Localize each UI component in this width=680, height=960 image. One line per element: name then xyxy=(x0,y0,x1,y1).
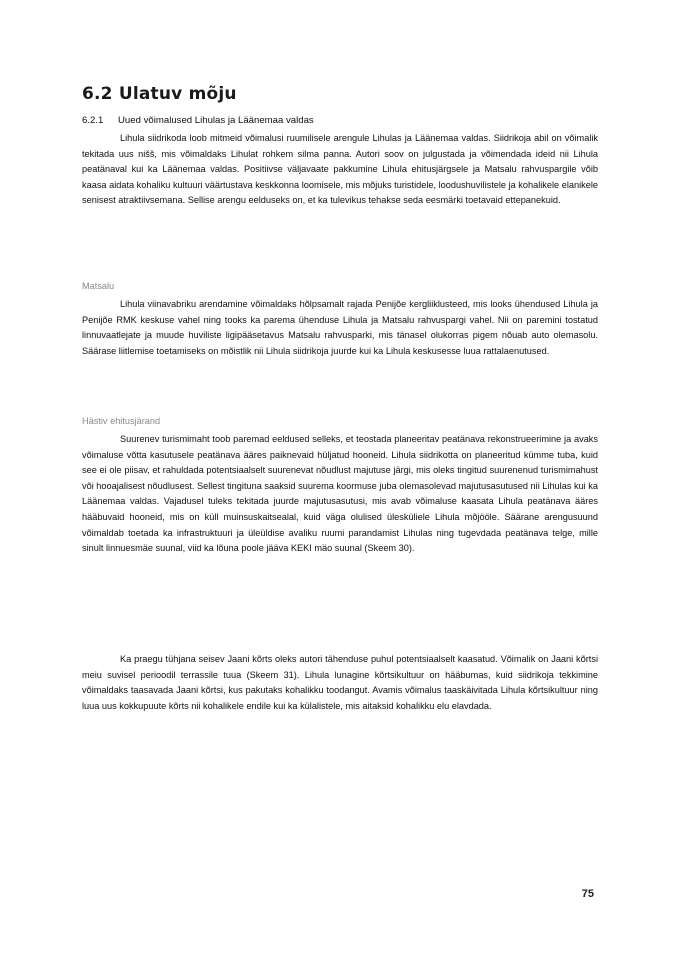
paragraph: Lihula siidrikoda loob mitmeid võimalusi ruumilisele arengule Lihulas ja Läänemaa valdas. Siidrikoja abil on võimalik tekitada uus nišš, mis võimaldaks Lihulat rohkem silma panna. Autori soov on julgustada ja võimendada ideid nii Lihula peatänaval kui ka Läänemaa valdas. Positiivse väljavaate pakkumine Lihula ehitusjärgsele ja Matsalu rahvuspargile võib kaasa aidata kohaliku kultuuri väärtustava keskkonna loomisele, mis mõjuks turistidele, loodushuvilistele ja kohalikele elanikele senisest atraktiivsemana. Sellise arengu eelduseks on, et ka tulevikus tehakse seda eesmärki toetavaid ettepanekuid. xyxy=(82,133,598,206)
paragraph: Suurenev turismimaht toob paremad eeldused selleks, et teostada planeeritav peatänava rekonstrueerimine ja avaks võimaluse võtta kasutusele peatänava ääres paiknevaid hüljatud hooneid. Lihula siidrikotta on planeeritud kümme tuba, kuid see ei ole piisav, et rahuldada potentsiaalselt suurenevat nõudlust majutuse järgi, mis oleks tingitud suurenenud turismimahust või hooajalisest nõudlusest. Sellest tingituna saaksid suurema koormuse juba olemasolevad majutusasutused nii Lihulas kui ka Läänemaa valdas. Vajadusel tuleks tekitada juurde majutusasutusi, mis avab võimaluse kaasata Lihula peatänava ääres hääbuvaid hooneid, mis on küll muinsuskaitsealal, kuid väga olulised ülesküliele Lihula mõjööle. Säärane arengusuund võimaldab toetada ka infrastruktuuri ja üleüldise avaliku ruumi parandamist Lihulas ning tugevdada peatänava telge, mille sinult linnuesmäe suunal, viid ka lõuna poole jääva KEKI mäo suunal (Skeem 30). xyxy=(82,434,598,554)
paragraph: Ka praegu tühjana seisev Jaani kõrts oleks autori tähenduse puhul potentsiaalselt kaasatud. Võimalik on Jaani kõrtsi meiu suvisel perioodil terrassile tuua (Skeem 31). Lihula lunagine kõrtsikultuur on hääbumas, kuid siidrikoja tekkimine võimaldaks taasavada Jaani kõrtsi, kus pakutaks kohalikku toodangut. Avamis võimalus taaskäivitada Lihula kõrtsikultuur ning luua uus kokkupuute kõrts nii kohalikele endile kui ka külalistele, mis aitaksid kohalikku elu elavdada. xyxy=(82,654,598,711)
subsection-title-text: Uued võimalused Lihulas ja Läänemaa valdas xyxy=(118,115,314,126)
paragraph-4-block xyxy=(82,652,598,714)
paragraph-2-block xyxy=(82,297,598,359)
paragraph-heading-matsalu: Matsalu xyxy=(82,281,115,291)
subsection-number: 6.2.1 xyxy=(82,115,104,126)
paragraph: Lihula viinavabriku arendamine võimaldaks hõlpsamalt rajada Penijõe kergliiklusteed, mis looks ühendused Lihula ja Penijõe RMK keskuse vahel ning tooks ka parema ühenduse Lihula ja Matsalu rahvuspargi vahel. Nii on paremini tostatud linnuvaatlejate ja muude huviliste ligipääsetavus Matsalu rahvusparki, mis tänasel olukorras pigem nõuab auto olemasolu. Säärase liitlemise toetamiseks on mõistlik nii Lihula siidrikoja juurde kui ka Lihula keskusesse luua rattalaenutused. xyxy=(82,299,598,356)
page-number: 75 xyxy=(581,888,594,900)
paragraph-3-block xyxy=(82,432,598,557)
section-title: 6.2 Ulatuv mõju xyxy=(82,84,237,104)
subsection-title xyxy=(82,115,314,126)
paragraph-heading-lihula: Hästiv ehitusjärand xyxy=(82,416,161,426)
paragraph-1-block xyxy=(82,131,598,209)
